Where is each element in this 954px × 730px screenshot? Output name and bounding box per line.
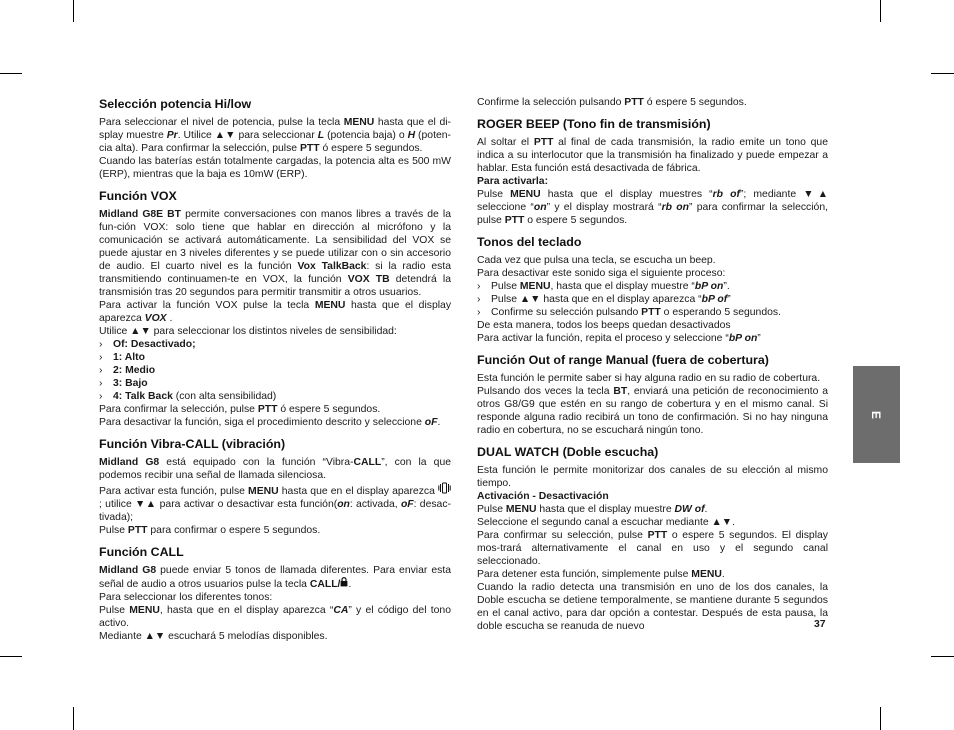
paragraph: Seleccione el segundo canal a escuchar mediante ▲▼. [477, 517, 735, 528]
crop-mark [0, 73, 22, 74]
paragraph: Midland G8 puede enviar 5 tonos de llamada diferentes. Para enviar esta señal de audio a otros usuarios pulse la tecla CALL/ . [99, 565, 451, 590]
crop-mark [0, 656, 22, 657]
list-item: › 2: Medio [99, 365, 156, 376]
paragraph: Para seleccionar el nivel de potencia, pulse la tecla MENU hasta que el di-splay muestre Pr. Utilice ▲▼ para seleccionar L (potencia baja) o H (poten-cia alta). Para confirmar la selección, pulse PTT ó espere 5 segundos. [99, 117, 451, 154]
crop-mark [73, 707, 74, 730]
paragraph: Para detener esta función, simplemente pulse MENU. [477, 569, 725, 580]
paragraph: Activación - Desactivación [477, 491, 609, 502]
section-title-tonos: Tonos del teclado [477, 235, 582, 249]
right-column [477, 96, 828, 633]
paragraph: Para activar la función, repita el proceso y seleccione “bP on” [477, 333, 761, 344]
crop-mark [931, 656, 954, 657]
crop-mark [880, 0, 881, 22]
paragraph: Esta función le permite saber si hay alguna radio en su radio de cobertura. [477, 373, 821, 384]
paragraph: Esta función le permite monitorizar dos canales de su elección al mismo tiempo. [477, 465, 828, 489]
language-tab: E [853, 366, 900, 463]
paragraph: Cuando la radio detecta una transmisión en uno de los dos canales, la Doble escucha se detiene temporalmente, se mantiene durante 5 segundos en el canal activo, para dar opción a contestar. Después de esta pausa, la doble escucha se reanuda de nuevo [477, 582, 828, 632]
paragraph: Midland G8 está equipado con la función “Vibra-CALL”, con la que podemos recibir una señal de llamada silenciosa. [99, 457, 452, 481]
paragraph: Cuando las baterías están totalmente cargadas, la potencia alta es 500 mW (ERP), mientras que la baja es 10mW (ERP). [99, 156, 451, 180]
paragraph: Pulsando dos veces la tecla BT, enviará una petición de reconocimiento a otros G8/G9 que estén en su rango de cobertura y en el mismo canal. Si responde alguna radio recibirá un tono de confirmación. Si no hay ninguna radio en cobertura, no se escuchará ningún tono. [477, 386, 828, 436]
paragraph: Para seleccionar los diferentes tonos: [99, 592, 273, 603]
list-item: › Of: Desactivado; [99, 339, 196, 350]
section-title-vox: Función VOX [99, 189, 177, 203]
paragraph: Para confirmar la selección, pulse PTT ó espere 5 segundos. [99, 404, 381, 415]
list-item: › Pulse MENU, hasta que el display muestre “bP on”. [477, 281, 730, 292]
section-title-call: Función CALL [99, 545, 184, 559]
page-number: 37 [814, 619, 826, 630]
crop-mark [931, 73, 954, 74]
left-column [99, 97, 451, 643]
paragraph: Para desactivar este sonido siga el siguiente proceso: [477, 268, 726, 279]
paragraph: Midland G8E BT permite conversaciones con manos libres a través de la fun-ción VOX: solo tiene que hablar en dirección al micrófono y la comunicación se activará automáticamente. La sensibilidad del VOX se puede ajustar en 3 niveles diferentes y se puede utilizar con o sin accesorio de audio. El cuarto nivel es la función Vox TalkBack: si la radio esta transmitiendo continuamen-te en VOX, la función VOX TB detendrá la transmisión tras 20 segundos para permitir transmitir a otros usuarios. [99, 209, 451, 298]
list-item: › 4: Talk Back (con alta sensibilidad) [99, 391, 277, 402]
paragraph: Para activarla: [477, 176, 549, 187]
list-item: › Confirme su selección pulsando PTT o esperando 5 segundos. [477, 307, 781, 318]
section-title-out-of-range: Función Out of range Manual (fuera de cobertura) [477, 353, 769, 367]
paragraph: Utilice ▲▼ para seleccionar los distintos niveles de sensibilidad: [99, 326, 397, 337]
paragraph: Para activar la función VOX pulse la tecla MENU hasta que el display aparezca VOX . [99, 300, 452, 324]
paragraph: Pulse MENU hasta que el display muestres “rb of”; mediante ▼▲ seleccione “on” y el display mostrará “rb on” para confirmar la selección, pulse PTT o espere 5 segundos. [477, 189, 828, 226]
vibrate-icon [438, 482, 451, 498]
paragraph: Mediante ▲▼ escuchará 5 melodías disponibles. [99, 631, 328, 642]
paragraph: Al soltar el PTT al final de cada transmisión, la radio emite un tono que indica a su interlocutor que la transmisión ha finalizado y puede empezar a hablar. Esta función está desactivada de fábrica. [477, 137, 828, 174]
paragraph: Para desactivar la función, siga el procedimiento descrito y seleccione oF. [99, 417, 441, 428]
list-item: › Pulse ▲▼ hasta que en el display aparezca “bP of” [477, 294, 731, 305]
paragraph: Para activar esta función, pulse MENU hasta que en el display aparezca ; utilice ▼▲ para activar o desactivar esta función(on: activada, oF: desac-tivada); [99, 482, 451, 524]
crop-mark [880, 707, 881, 730]
section-title-vibra-call: Función Vibra-CALL (vibración) [99, 437, 286, 451]
paragraph: Pulse MENU hasta que el display muestre DW of. [477, 504, 708, 515]
paragraph: Pulse PTT para confirmar o espere 5 segundos. [99, 525, 321, 536]
paragraph: Pulse MENU, hasta que en el display aparezca “CA” y el código del tono activo. [99, 605, 451, 629]
paragraph: Para confirmar su selección, pulse PTT o espere 5 segundos. El display mos-trará alternativamente el canal en uso y el segundo canal seleccionado. [477, 530, 828, 567]
section-title-dual-watch: DUAL WATCH (Doble escucha) [477, 445, 659, 459]
paragraph: Confirme la selección pulsando PTT ó espere 5 segundos. [477, 97, 747, 108]
list-item: › 1: Alto [99, 352, 145, 363]
list-item: › 3: Bajo [99, 378, 148, 389]
paragraph: Cada vez que pulsa una tecla, se escucha un beep. [477, 255, 716, 266]
crop-mark [73, 0, 74, 22]
section-title-roger-beep: ROGER BEEP (Tono fin de transmisión) [477, 117, 711, 131]
paragraph: De esta manera, todos los beeps quedan desactivados [477, 320, 731, 331]
section-title-hi-low: Selección potencia Hi/low [99, 97, 252, 111]
